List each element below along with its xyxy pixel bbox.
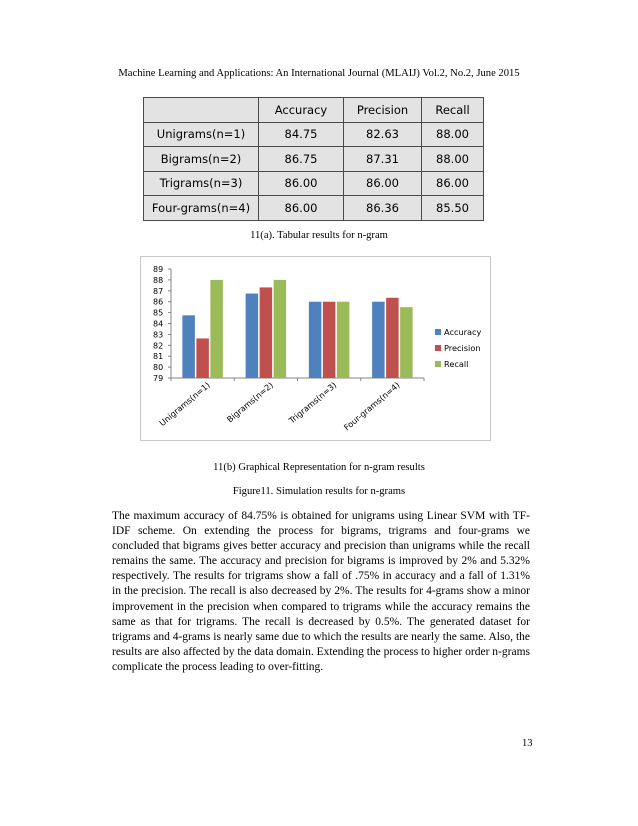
y-tick-label: 84	[153, 319, 164, 329]
y-tick-label: 88	[153, 275, 164, 285]
table-row	[144, 171, 484, 196]
y-tick-label: 81	[153, 352, 164, 362]
x-tick-label: Unigrams(n=1)	[157, 379, 212, 428]
legend-swatch	[435, 329, 441, 335]
bar	[386, 298, 399, 378]
table-row	[144, 196, 484, 221]
table-cell: 86.75	[259, 147, 344, 172]
bar	[372, 302, 385, 378]
bar	[210, 280, 223, 378]
bar	[260, 287, 273, 378]
y-tick-label: 87	[153, 286, 164, 296]
bar	[323, 302, 336, 378]
body-paragraph: The maximum accuracy of 84.75% is obtained for unigrams using Linear SVM with TF-IDF scheme. On extending the process for bigrams, trigrams and four-grams we concluded that bigrams gives better accuracy and precision than unigrams while the recall remains the same. The accuracy and precision for bigrams is improved by 2% and 5.32% respectively. The results for trigrams show a fall of .75% in accuracy and a fall of 1.31% in the precision. The recall is also decreased by 2%. The results for 4-grams show a minor improvement in the precision when compared to trigrams while the accuracy remains the same as that for trigrams. The recall is decreased by 0.5%. The generated dataset for trigrams and 4-grams is nearly same due to which the results are nearly the same. Also, the results are also affected by the data domain. Extending the process to higher order n-grams complicate the process leading to over-fitting.	[112, 510, 530, 673]
bar	[274, 280, 287, 378]
y-tick-label: 82	[153, 341, 164, 351]
row-label: Bigrams(n=2)	[144, 147, 259, 172]
table-cell: 87.31	[344, 147, 422, 172]
table-cell: 88.00	[422, 147, 484, 172]
bar	[337, 302, 350, 378]
column-header: Precision	[344, 98, 422, 123]
x-tick-label: Bigrams(n=2)	[224, 379, 276, 425]
bar	[196, 338, 209, 378]
x-tick-label: Trigrams(n=3)	[286, 379, 339, 426]
y-tick-label: 89	[153, 265, 164, 274]
table-row	[144, 122, 484, 147]
y-tick-label: 83	[153, 330, 164, 340]
legend-swatch	[435, 345, 441, 351]
bar	[246, 294, 259, 378]
row-label: Trigrams(n=3)	[144, 171, 259, 196]
row-label: Unigrams(n=1)	[144, 122, 259, 147]
table-cell: 88.00	[422, 122, 484, 147]
bar	[400, 307, 413, 378]
legend-label: Recall	[444, 359, 469, 369]
chart-frame	[140, 256, 491, 441]
y-tick-label: 86	[153, 297, 164, 307]
table-cell: 84.75	[259, 122, 344, 147]
results-table	[143, 97, 484, 221]
y-tick-label: 79	[153, 374, 164, 383]
legend-label: Precision	[444, 343, 481, 353]
chart-caption: 11(b) Graphical Representation for n-gram results	[213, 462, 425, 473]
y-tick-label: 85	[153, 308, 164, 318]
page-number: 13	[522, 738, 533, 749]
bar	[309, 302, 322, 378]
table-row	[144, 147, 484, 172]
table-caption: 11(a). Tabular results for n-gram	[250, 230, 388, 241]
legend-swatch	[435, 361, 441, 367]
bar	[182, 315, 195, 378]
table-cell: 86.36	[344, 196, 422, 221]
table-cell: 86.00	[422, 171, 484, 196]
table-cell: 82.63	[344, 122, 422, 147]
table-header-row	[144, 98, 484, 123]
row-label: Four-grams(n=4)	[144, 196, 259, 221]
table-cell: 85.50	[422, 196, 484, 221]
column-header: Accuracy	[259, 98, 344, 123]
table-cell: 86.00	[344, 171, 422, 196]
column-header: Recall	[422, 98, 484, 123]
y-tick-label: 80	[153, 363, 164, 373]
running-header: Machine Learning and Applications: An International Journal (MLAIJ) Vol.2, No.2, June 2015	[118, 68, 520, 79]
table-cell: 86.00	[259, 196, 344, 221]
table-corner-cell	[144, 98, 259, 123]
legend-label: Accuracy	[444, 327, 482, 337]
x-tick-label: Four-grams(n=4)	[341, 379, 402, 433]
table-cell: 86.00	[259, 171, 344, 196]
figure-caption: Figure11. Simulation results for n-grams	[232, 486, 406, 497]
bar-chart	[141, 257, 490, 440]
